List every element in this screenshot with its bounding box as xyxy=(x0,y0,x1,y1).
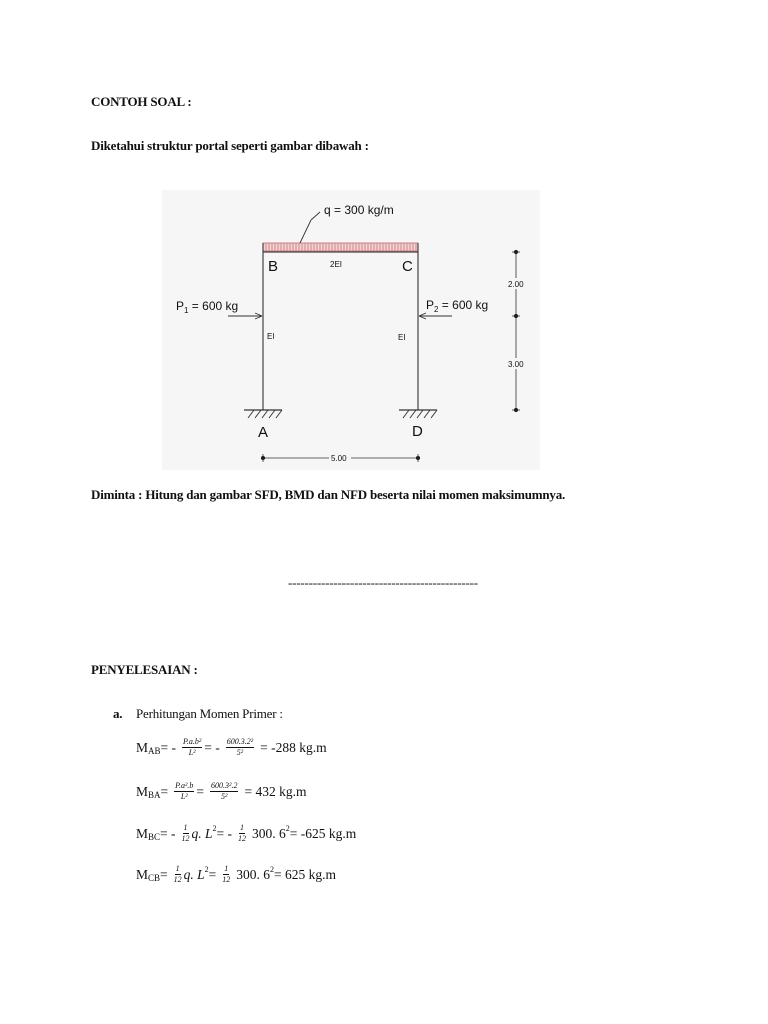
mbc-mid1: q. L xyxy=(191,825,213,841)
mba-result: = 432 kg.m xyxy=(244,783,307,799)
mbc-sub: BC xyxy=(148,831,161,842)
mbc-eq1: = - xyxy=(160,825,176,841)
mcb-result: = 625 kg.m xyxy=(274,866,337,882)
col-left-stiffness-label: EI xyxy=(267,332,275,341)
section-a-marker: a. xyxy=(113,706,123,721)
mab-result: = -288 kg.m xyxy=(260,739,327,755)
mba-m: M xyxy=(136,783,149,799)
dim-span-label: 5.00 xyxy=(331,454,347,463)
mbc-m: M xyxy=(136,825,149,841)
portal-frame-figure xyxy=(162,190,540,470)
intro-text: Diketahui struktur portal seperti gambar dibawah : xyxy=(91,138,369,153)
equation-mba xyxy=(136,781,306,802)
node-d-label: D xyxy=(412,423,423,440)
mcb-fraction-1: $\frac{1}{12}$ xyxy=(173,864,182,884)
p1-label: $P_1 = 600$ kg xyxy=(176,299,239,315)
support-a xyxy=(244,410,282,418)
p2-label: $P_2 = 600$ kg xyxy=(426,298,489,314)
mbc-sup: 2 xyxy=(212,824,217,833)
mcb-eq1: = xyxy=(160,866,168,882)
mcb-m: M xyxy=(136,866,149,882)
load-leader-line-top xyxy=(311,212,320,220)
separator: ---------------------------------------------- xyxy=(288,575,478,590)
question-text: Diminta : Hitung dan gambar SFD, BMD dan NFD beserta nilai momen maksimumnya. xyxy=(91,487,566,502)
mbc-eq2: = - xyxy=(216,825,233,841)
mba-fraction-2: $\frac{\text{600.3².2}}{\text{5²}}$ xyxy=(211,781,238,801)
mbc-sup2: 2 xyxy=(285,824,290,833)
heading: CONTOH SOAL : xyxy=(91,94,192,109)
beam-stiffness-label: 2EI xyxy=(330,260,343,269)
equation-mbc xyxy=(136,823,356,844)
mcb-sub: CB xyxy=(148,872,161,883)
load-q-label: q = 300 kg/m xyxy=(324,203,394,217)
mab-fraction-1: $\frac{\text{P.a.b²}}{\text{L²}}$ xyxy=(183,737,202,757)
mba-fraction-1: $\frac{\text{P.a².b}}{\text{L²}}$ xyxy=(175,781,194,801)
dim-top-label: 2.00 xyxy=(508,280,524,289)
solution-heading: PENYELESAIAN : xyxy=(91,662,198,677)
mbc-fraction-2: $\frac{1}{12}$ xyxy=(238,823,247,843)
dim-bottom-label: 3.00 xyxy=(508,360,524,369)
mba-eq2: = xyxy=(196,783,205,799)
col-right-stiffness-label: EI xyxy=(398,333,406,342)
portal-frame-diagram xyxy=(162,190,540,470)
mbc-mid2: 300. 6 xyxy=(252,825,286,841)
equation-mcb xyxy=(136,864,336,885)
mab-eq2: = - xyxy=(204,739,220,755)
mbc-result: = -625 kg.m xyxy=(289,825,357,841)
mcb-fraction-2: $\frac{1}{12}$ xyxy=(222,864,231,884)
node-b-label: B xyxy=(268,258,279,275)
load-leader-line xyxy=(300,220,311,243)
mcb-mid1: q. L xyxy=(183,866,205,882)
mba-sub: BA xyxy=(148,789,161,800)
mab-eq1: = - xyxy=(160,739,177,755)
equation-mab xyxy=(136,737,327,758)
mab-fraction-2: $\frac{\text{600.3.2²}}{\text{5²}}$ xyxy=(226,737,254,757)
section-a-title: Perhitungan Momen Primer : xyxy=(136,706,283,721)
mab-sub: AB xyxy=(148,745,161,756)
node-a-label: A xyxy=(258,424,269,441)
mcb-eq2: = xyxy=(208,866,217,882)
mbc-fraction-1: $\frac{1}{12}$ xyxy=(181,823,190,843)
mab-m: M xyxy=(136,739,149,755)
mcb-sup2: 2 xyxy=(270,865,275,874)
mba-eq1: = xyxy=(160,783,169,799)
mcb-mid2: 300. 6 xyxy=(236,866,271,882)
node-c-label: C xyxy=(402,258,413,275)
support-d xyxy=(399,410,437,418)
mcb-sup: 2 xyxy=(204,865,209,874)
